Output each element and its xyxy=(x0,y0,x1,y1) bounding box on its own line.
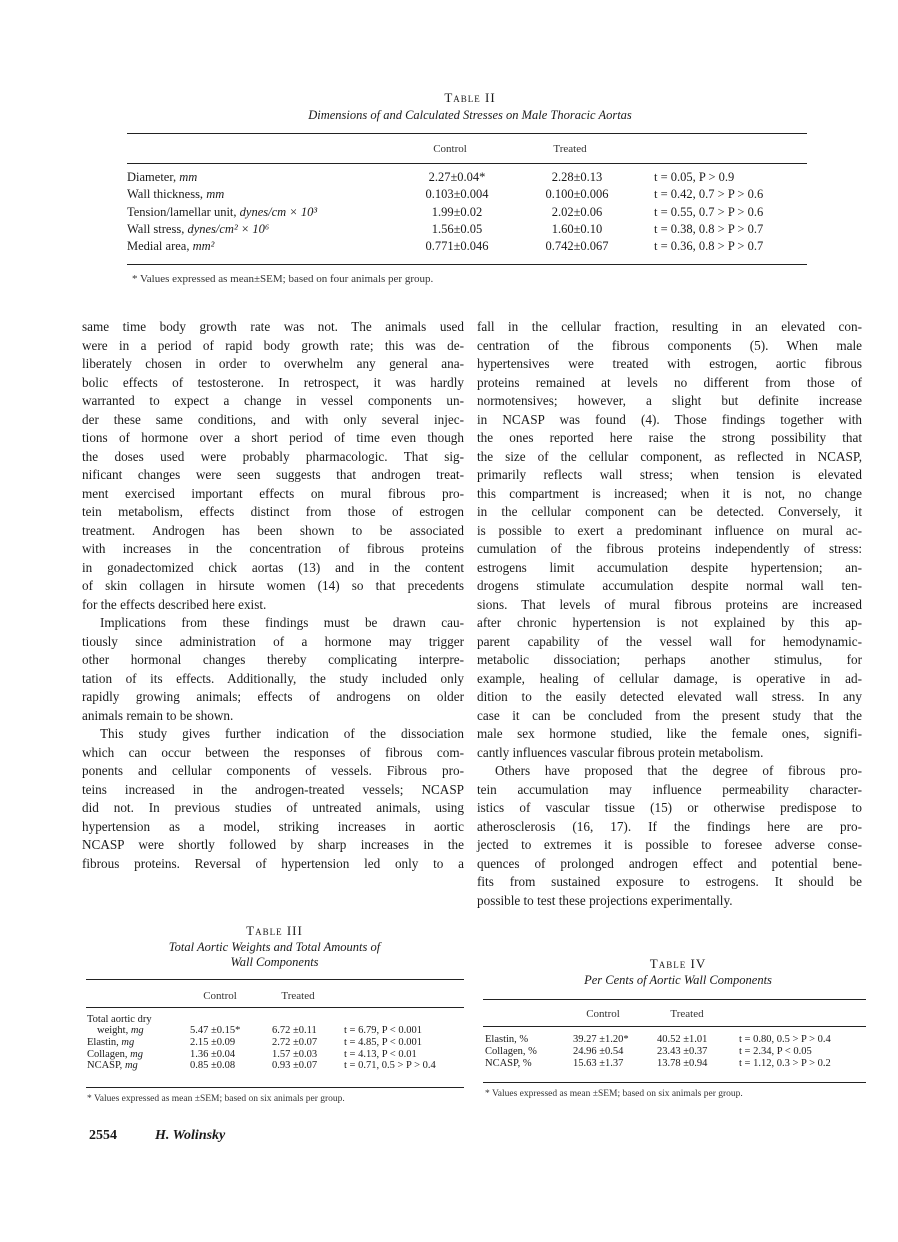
stat-value: t = 0.71, 0.5 > P > 0.4 xyxy=(344,1060,436,1071)
text-line: cumulation of the fibrous proteins independently of stress: xyxy=(477,541,862,556)
row-unit: mg xyxy=(130,1025,144,1036)
text-line: fibrous proteins. Reversal of hypertension led only to a xyxy=(82,855,464,871)
text-line: Others have proposed that the degree of fibrous pro- xyxy=(495,763,862,778)
text-line: possible to test these projections experimentally. xyxy=(477,892,733,908)
table-iv-label: Table IV xyxy=(649,956,707,971)
table-row xyxy=(127,204,817,221)
control-value: 1.99±0.02 xyxy=(431,204,483,219)
row-label: Collagen, % xyxy=(485,1046,537,1057)
text-line: sions. That levels of mural fibrous proteins are increased xyxy=(477,596,862,612)
page-number: 2554 xyxy=(89,1128,117,1143)
stat-value: t = 0.36, 0.8 > P > 0.7 xyxy=(654,239,764,254)
text-line: in NCASP was found (4). Those findings together with xyxy=(477,411,862,427)
control-value: 1.56±0.05 xyxy=(431,221,483,236)
control-value: 0.85 ±0.08 xyxy=(190,1060,236,1071)
treated-value: 2.02±0.06 xyxy=(551,204,603,219)
row-unit: mg xyxy=(130,1048,144,1060)
text-line: This study gives further indication of the dissociation xyxy=(100,726,464,741)
text-line: atherosclerosis (16, 17). If the findings here are pro- xyxy=(477,818,862,834)
treated-value: 40.52 ±1.01 xyxy=(657,1034,708,1045)
text-line: normotensives; however, a slight but definite increase xyxy=(477,393,862,408)
text-line: animals remain to be shown. xyxy=(82,707,234,723)
text-line: example, healing of cellular damage, is operative in ad- xyxy=(477,670,862,686)
treated-value: 1.60±0.10 xyxy=(551,221,603,236)
table-row xyxy=(485,1034,875,1046)
stat-value: t = 4.13, P < 0.01 xyxy=(344,1048,417,1060)
table-iii-title-line1: Total Aortic Weights and Total Amounts of xyxy=(168,940,381,954)
table-iii-label: Table III xyxy=(246,923,303,938)
stat-value: t = 0.05, P > 0.9 xyxy=(654,170,735,184)
text-line: tation of its effects. Additionally, the study included only xyxy=(82,670,464,686)
stat-value: t = 0.55, 0.7 > P > 0.6 xyxy=(654,204,764,219)
treated-value: 0.742±0.067 xyxy=(545,239,609,254)
stat-value: t = 0.80, 0.5 > P > 0.4 xyxy=(739,1034,831,1045)
control-value: 0.103±0.004 xyxy=(425,187,489,202)
stat-value: t = 2.34, P < 0.05 xyxy=(739,1046,812,1057)
text-line: after chronic hypertension is not explained by this ap- xyxy=(477,615,862,630)
table-row xyxy=(127,169,817,186)
text-line: this compartment is increased; when it is not, no change xyxy=(477,485,862,501)
treated-value: 2.72 ±0.07 xyxy=(272,1037,318,1048)
row-unit: mg xyxy=(124,1060,138,1071)
treated-value: 6.72 ±0.11 xyxy=(272,1025,317,1036)
table-row xyxy=(87,1014,467,1037)
table-iii-bottom-rule xyxy=(86,1087,464,1088)
table-iv-footnote: * Values expressed as mean ±SEM; based on six animals per group. xyxy=(485,1089,743,1099)
treated-value: 2.28±0.13 xyxy=(551,170,603,184)
treated-value: 13.78 ±0.94 xyxy=(657,1058,708,1069)
treated-value: 0.100±0.006 xyxy=(545,187,609,202)
control-value: 39.27 ±1.20* xyxy=(573,1034,629,1045)
text-line: male sex hormone studied, like the female ones, signifi- xyxy=(477,726,862,741)
treated-value: 1.57 ±0.03 xyxy=(272,1048,318,1060)
text-line: fall in the cellular fraction, resulting in an elevated con- xyxy=(477,319,862,334)
row-label: NCASP, xyxy=(87,1060,125,1071)
table-ii-body xyxy=(127,169,817,255)
row-label: Wall thickness, xyxy=(127,187,207,202)
table-row xyxy=(127,221,817,238)
row-label: Wall stress, xyxy=(127,221,188,236)
table-ii-title: Dimensions of and Calculated Stresses on Male Thoracic Aortas xyxy=(308,108,632,122)
text-line: were in a period of rapid body growth rate; this was de- xyxy=(82,337,464,353)
table-row xyxy=(87,1049,467,1061)
text-line: NCASP were shortly followed by sharp increases in the xyxy=(82,837,464,852)
text-line: bolic effects of testosterone. In retrospect, it was hardly xyxy=(82,374,464,390)
stat-value: t = 4.85, P < 0.001 xyxy=(344,1037,422,1048)
table-iii-header-treated: Treated xyxy=(281,990,315,1002)
left-text-column xyxy=(82,318,464,873)
table-row xyxy=(87,1060,467,1072)
table-iii-top-rule xyxy=(86,979,464,980)
table-ii-header-rule xyxy=(127,163,807,164)
text-line: did not. In previous studies of untreated animals, using xyxy=(82,800,464,815)
row-unit: mg xyxy=(121,1037,135,1048)
control-value: 2.15 ±0.09 xyxy=(190,1037,236,1048)
text-line: primarily reflects wall stress; when tension is elevated xyxy=(477,467,862,482)
table-iii-footnote: * Values expressed as mean ±SEM; based on six animals per group. xyxy=(87,1094,345,1104)
table-iii-body xyxy=(87,1014,467,1072)
row-unit: mm xyxy=(179,170,198,184)
text-line: quences of prolonged androgen effect and potential bene- xyxy=(477,855,862,871)
table-iii-header-rule xyxy=(86,1007,464,1008)
row-unit: mm² xyxy=(192,239,215,254)
text-line: ponents and cellular components of vessels. Fibrous pro- xyxy=(82,763,464,778)
text-line: liberately chosen in order to overwhelm any general ana- xyxy=(82,356,464,371)
row-unit: dynes/cm × 10³ xyxy=(239,204,318,219)
text-line: is possible to exert a predominant influence on mural ac- xyxy=(477,522,862,538)
text-line: ment exercised important effects on mural fibrous pro- xyxy=(82,485,464,501)
control-value: 1.36 ±0.04 xyxy=(190,1048,236,1060)
text-line: tiously since administration of a hormone may trigger xyxy=(82,633,464,649)
text-line: dition to the easily detected elevated wall stress. In any xyxy=(477,689,862,704)
text-line: of skin collagen in hirsute women (14) so that precedents xyxy=(82,578,464,593)
text-line: in the cellular component can be detected. Conversely, it xyxy=(477,504,862,519)
text-line: other hormonal changes thereby complicating interpre- xyxy=(82,652,464,667)
table-row xyxy=(127,186,817,203)
text-line: in gonadectomized chick aortas (13) and in the content xyxy=(82,559,464,575)
text-line: jected to extremes it is possible to foresee adverse conse- xyxy=(477,837,862,852)
stat-value: t = 0.42, 0.7 > P > 0.6 xyxy=(654,187,764,202)
table-ii-footnote: * Values expressed as mean±SEM; based on four animals per group. xyxy=(132,273,434,285)
control-value: 0.771±0.046 xyxy=(425,239,489,254)
table-iv-header-rule xyxy=(483,1026,866,1027)
text-line: same time body growth rate was not. The animals used xyxy=(82,319,464,334)
text-line: centration of the fibrous components (5). When male xyxy=(477,337,862,353)
text-line: the doses used were probably pharmacologic. That sig- xyxy=(82,448,464,464)
text-line: tein metabolism, effects distinct from those of estrogen xyxy=(82,504,464,519)
text-line: der these same conditions, and with only several injec- xyxy=(82,411,464,427)
row-label: NCASP, % xyxy=(485,1058,532,1069)
row-label-line1: Total aortic dry xyxy=(87,1014,152,1025)
table-iv-body xyxy=(485,1034,875,1070)
text-line: with increases in the concentration of fibrous proteins xyxy=(82,541,464,556)
row-label: Medial area, xyxy=(127,239,193,254)
treated-value: 23.43 ±0.37 xyxy=(657,1046,708,1057)
text-line: treatment. Androgen has been shown to be associated xyxy=(82,522,464,538)
control-value: 5.47 ±0.15* xyxy=(190,1025,241,1036)
treated-value: 0.93 ±0.07 xyxy=(272,1060,318,1071)
table-ii-header-control: Control xyxy=(433,143,467,155)
text-line: hypertension as a model, striking increases in aortic xyxy=(82,818,464,834)
table-ii-top-rule xyxy=(127,133,807,134)
text-line: for the effects described here exist. xyxy=(82,596,267,612)
table-ii-header-treated: Treated xyxy=(553,143,587,155)
row-label: Diameter, xyxy=(127,170,180,184)
text-line: teins increased in the androgen-treated vessels; NCASP xyxy=(82,781,464,797)
table-iv-top-rule xyxy=(483,999,866,1000)
running-author: H. Wolinsky xyxy=(155,1128,226,1143)
text-line: hypertensives were treated with estrogen, aortic fibrous xyxy=(477,356,862,371)
text-line: cantly influences vascular fibrous protein metabolism. xyxy=(477,744,764,760)
table-iii-title-line2: Wall Components xyxy=(230,955,319,969)
text-line: case it can be concluded from the present study that the xyxy=(477,707,862,723)
control-value: 15.63 ±1.37 xyxy=(573,1058,624,1069)
text-line: which can occur between the responses of fibrous com- xyxy=(82,744,464,760)
row-label: Elastin, % xyxy=(485,1034,529,1045)
table-row xyxy=(87,1037,467,1049)
row-unit: mm xyxy=(206,187,225,202)
table-iii-header-control: Control xyxy=(203,990,237,1002)
text-line: tions of hormone over a short period of time even though xyxy=(82,430,464,445)
stat-value: t = 6.79, P < 0.001 xyxy=(344,1025,422,1036)
row-label: Elastin, xyxy=(87,1037,122,1048)
text-line: the ones reported here raise the strong possibility that xyxy=(477,430,862,445)
text-line: proteins remained at levels no different from those of xyxy=(477,374,862,390)
row-unit: dynes/cm² × 10⁶ xyxy=(187,221,270,236)
control-value: 2.27±0.04* xyxy=(428,170,486,184)
table-row xyxy=(485,1046,875,1058)
table-row xyxy=(485,1058,875,1070)
stat-value: t = 1.12, 0.3 > P > 0.2 xyxy=(739,1058,831,1069)
row-label: Collagen, xyxy=(87,1048,131,1060)
table-ii-bottom-rule xyxy=(127,264,807,265)
text-line: the size of the cellular component, as reflected in NCASP, xyxy=(477,448,862,464)
right-text-column xyxy=(477,318,862,910)
table-iv-bottom-rule xyxy=(483,1082,866,1083)
text-line: nificant changes were seen suggests that androgen treat- xyxy=(82,467,464,482)
text-line: warranted to expect a change in vessel components un- xyxy=(82,393,464,408)
text-line: istics of vascular tissue (15) or otherwise predispose to xyxy=(477,800,862,815)
text-line: tein accumulation may influence permeability character- xyxy=(477,781,862,797)
text-line: Implications from these findings must be drawn cau- xyxy=(100,615,464,630)
text-line: estrogens limit accumulation despite hypertension; an- xyxy=(477,559,862,575)
text-line: metabolic dissociation; perhaps another stimulus, for xyxy=(477,652,862,667)
table-iv-header-treated: Treated xyxy=(670,1008,704,1020)
control-value: 24.96 ±0.54 xyxy=(573,1046,624,1057)
text-line: parent capability of the vessel wall for hemodynamic- xyxy=(477,633,862,649)
text-line: rapidly growing animals; effects of androgens on older xyxy=(82,689,464,704)
table-ii-label: Table II xyxy=(444,90,496,105)
stat-value: t = 0.38, 0.8 > P > 0.7 xyxy=(654,221,764,236)
table-iv-title: Per Cents of Aortic Wall Components xyxy=(584,973,772,987)
row-label: Tension/lamellar unit, xyxy=(127,204,240,219)
text-line: drogens stimulate accumulation despite normal wall ten- xyxy=(477,578,862,593)
text-line: fits from sustained exposure to estrogens. It should be xyxy=(477,874,862,889)
table-row xyxy=(127,238,817,255)
row-label: weight, xyxy=(97,1025,131,1036)
table-iv-header-control: Control xyxy=(586,1008,620,1020)
